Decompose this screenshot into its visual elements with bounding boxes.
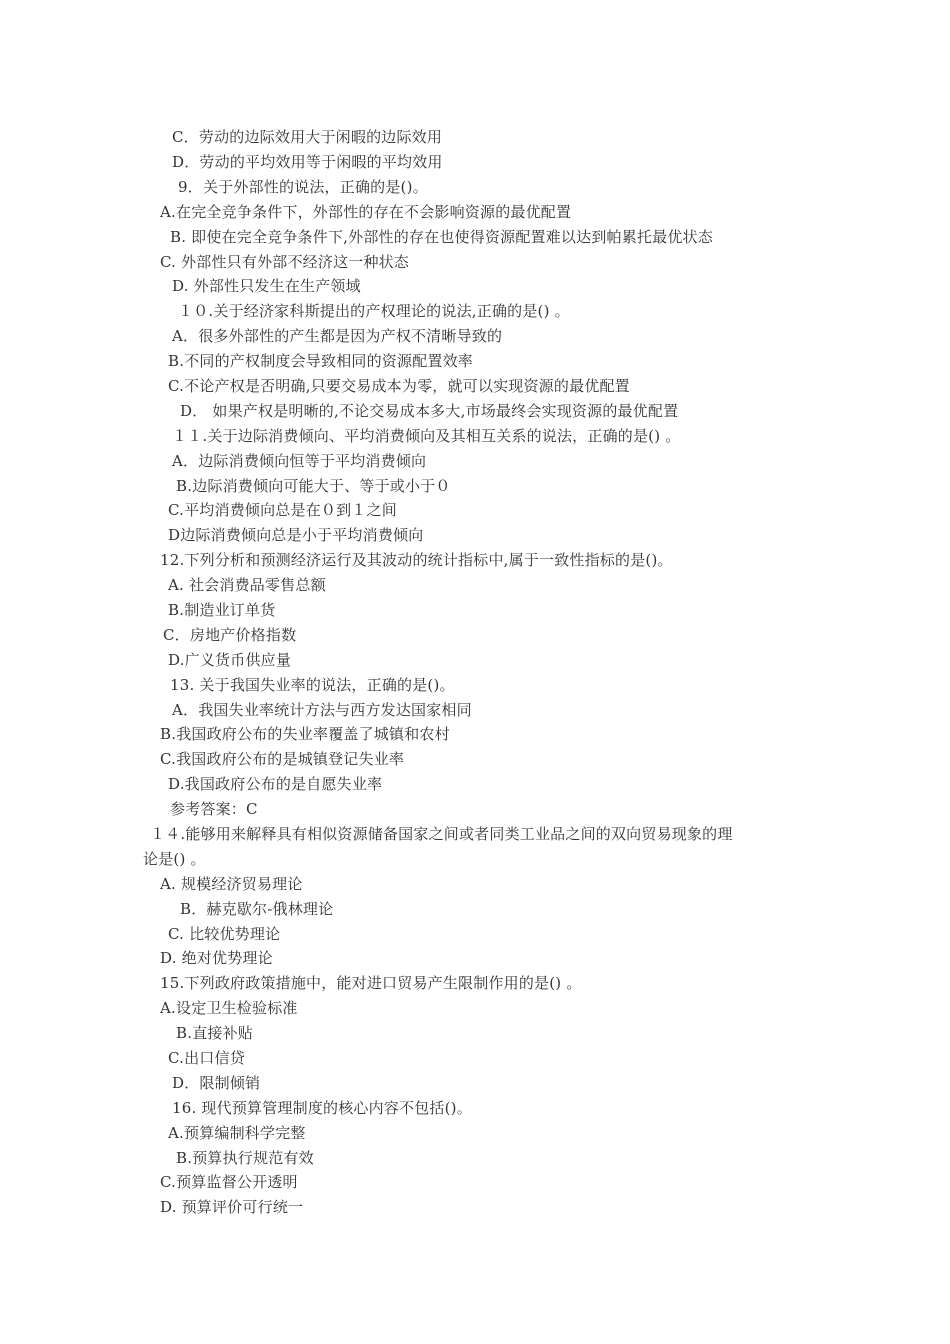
option-9d: D. 外部性只发生在生产领域 [172, 277, 361, 295]
option-13c: C.我国政府公布的是城镇登记失业率 [160, 750, 405, 768]
option-14b: B．赫克歇尔-俄林理论 [180, 900, 334, 918]
option-15c: C.出口信贷 [168, 1049, 245, 1067]
option-12b: B.制造业订单货 [168, 601, 276, 619]
option-15d: D．限制倾销 [172, 1074, 261, 1092]
option-9c: C. 外部性只有外部不经济这一种状态 [160, 253, 410, 271]
question-10: １０.关于经济家科斯提出的产权理论的说法,正确的是() 。 [178, 302, 570, 320]
option-10d: D． 如果产权是明晰的,不论交易成本多大,市场最终会实现资源的最优配置 [180, 402, 679, 420]
question-13: 13. 关于我国失业率的说法，正确的是()。 [170, 676, 455, 694]
option-13d: D.我国政府公布的是自愿失业率 [168, 775, 383, 793]
option-11c: C.平均消费倾向总是在０到１之间 [168, 501, 397, 519]
option-9a: A.在完全竞争条件下，外部性的存在不会影响资源的最优配置 [160, 203, 572, 221]
question-9: 9．关于外部性的说法，正确的是()。 [178, 178, 428, 196]
option-13b: B.我国政府公布的失业率覆盖了城镇和农村 [160, 725, 450, 743]
option-16b: B.预算执行规范有效 [176, 1149, 314, 1167]
option-12c: C．房地产价格指数 [163, 626, 297, 644]
option-12d: D.广义货币供应量 [168, 651, 292, 669]
option-14a: A. 规模经济贸易理论 [160, 875, 303, 893]
option-14d: D. 绝对优势理论 [160, 949, 273, 967]
option-12a: A. 社会消费品零售总额 [168, 576, 326, 594]
answer-13: 参考答案：C [170, 800, 258, 818]
option-15a: A.设定卫生检验标准 [160, 999, 298, 1017]
question-12: 12.下列分析和预测经济运行及其波动的统计指标中,属于一致性指标的是()。 [160, 551, 673, 569]
option-10c: C.不论产权是否明确,只要交易成本为零，就可以实现资源的最优配置 [168, 377, 630, 395]
question-14-continued: 论是() 。 [143, 850, 206, 868]
option-16d: D. 预算评价可行统一 [160, 1198, 304, 1216]
option-11d: D边际消费倾向总是小于平均消费倾向 [168, 526, 424, 544]
option-13a: A．我国失业率统计方法与西方发达国家相同 [172, 701, 472, 719]
option-9b: B. 即使在完全竞争条件下,外部性的存在也使得资源配置难以达到帕累托最优状态 [170, 228, 713, 246]
question-16: 16. 现代预算管理制度的核心内容不包括()。 [172, 1099, 472, 1117]
option-16c: C.预算监督公开透明 [160, 1173, 298, 1191]
option-11a: A．边际消费倾向恒等于平均消费倾向 [172, 452, 427, 470]
option-8c: C．劳动的边际效用大于闲暇的边际效用 [172, 128, 443, 146]
option-16a: A.预算编制科学完整 [168, 1124, 306, 1142]
option-10b: B.不同的产权制度会导致相同的资源配置效率 [168, 352, 473, 370]
option-11b: B.边际消费倾向可能大于、等于或小于０ [176, 477, 451, 495]
option-10a: A．很多外部性的产生都是因为产权不清晰导致的 [172, 327, 503, 345]
question-15: 15.下列政府政策措施中，能对进口贸易产生限制作用的是() 。 [160, 974, 582, 992]
option-14c: C. 比较优势理论 [168, 925, 281, 943]
question-11: １１.关于边际消费倾向、平均消费倾向及其相互关系的说法，正确的是() 。 [172, 427, 681, 445]
option-8d: D．劳动的平均效用等于闲暇的平均效用 [172, 153, 443, 171]
question-14: １４.能够用来解释具有相似资源储备国家之间或者同类工业品之间的双向贸易现象的理 [150, 825, 733, 843]
option-15b: B.直接补贴 [176, 1024, 253, 1042]
